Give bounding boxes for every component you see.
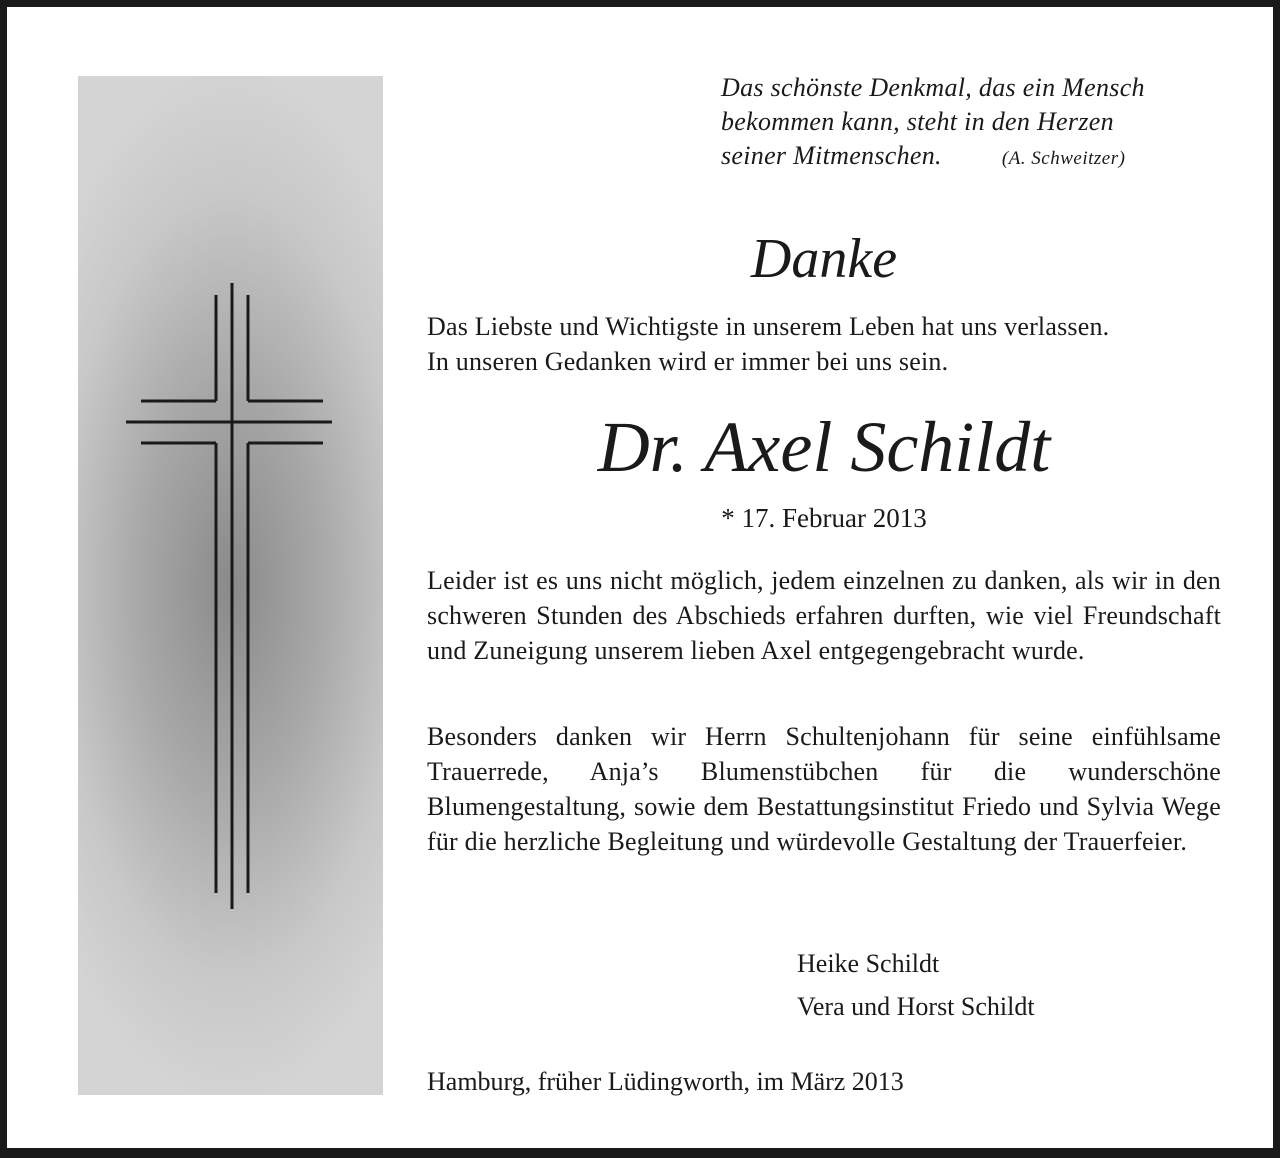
epigraph-quote (721, 71, 1241, 176)
cross-icon (126, 281, 336, 911)
signers (797, 942, 1035, 1028)
place-date: Hamburg, früher Lüdingworth, im März 2013 (427, 1067, 904, 1096)
quote-line: seiner Mitmenschen. (A. Schweitzer) (721, 141, 1126, 170)
quote-author: (A. Schweitzer) (1001, 148, 1126, 169)
quote-line: bekommen kann, steht in den Herzen (721, 107, 1114, 136)
date-line: * 17. Februar 2013 (721, 503, 927, 533)
intro-text (427, 309, 1221, 379)
heading-danke: Danke (750, 228, 898, 290)
intro-line: In unseren Gedanken wird er immer bei uns sein. (427, 347, 949, 376)
signer-name: Vera und Horst Schildt (797, 992, 1035, 1021)
deceased-name: Dr. Axel Schildt (597, 407, 1051, 487)
intro-line: Das Liebste und Wichtigste in unserem Leben hat uns verlassen. (427, 312, 1110, 341)
paragraph-thanks: Leider ist es uns nicht möglich, jedem einzelnen zu danken, als wir in den schweren Stunden des Abschieds erfahren durften, wie viel Freundschaft und Zuneigung unserem lieben Axel entgegengebracht wurde. (427, 566, 1221, 665)
quote-line: Das schönste Denkmal, das ein Mensch (721, 73, 1145, 102)
paragraph-special-thanks: Besonders danken wir Herrn Schultenjohann für seine einfühlsame Trauerrede, Anja’s Blumenstübchen für die wunderschöne Blumengestaltung, sowie dem Bestattungsinstitut Friedo und Sylvia Wege für die herzliche Begleitung und würdevolle Gestaltung der Trauerfeier. (427, 722, 1221, 856)
signer-name: Heike Schildt (797, 949, 940, 978)
